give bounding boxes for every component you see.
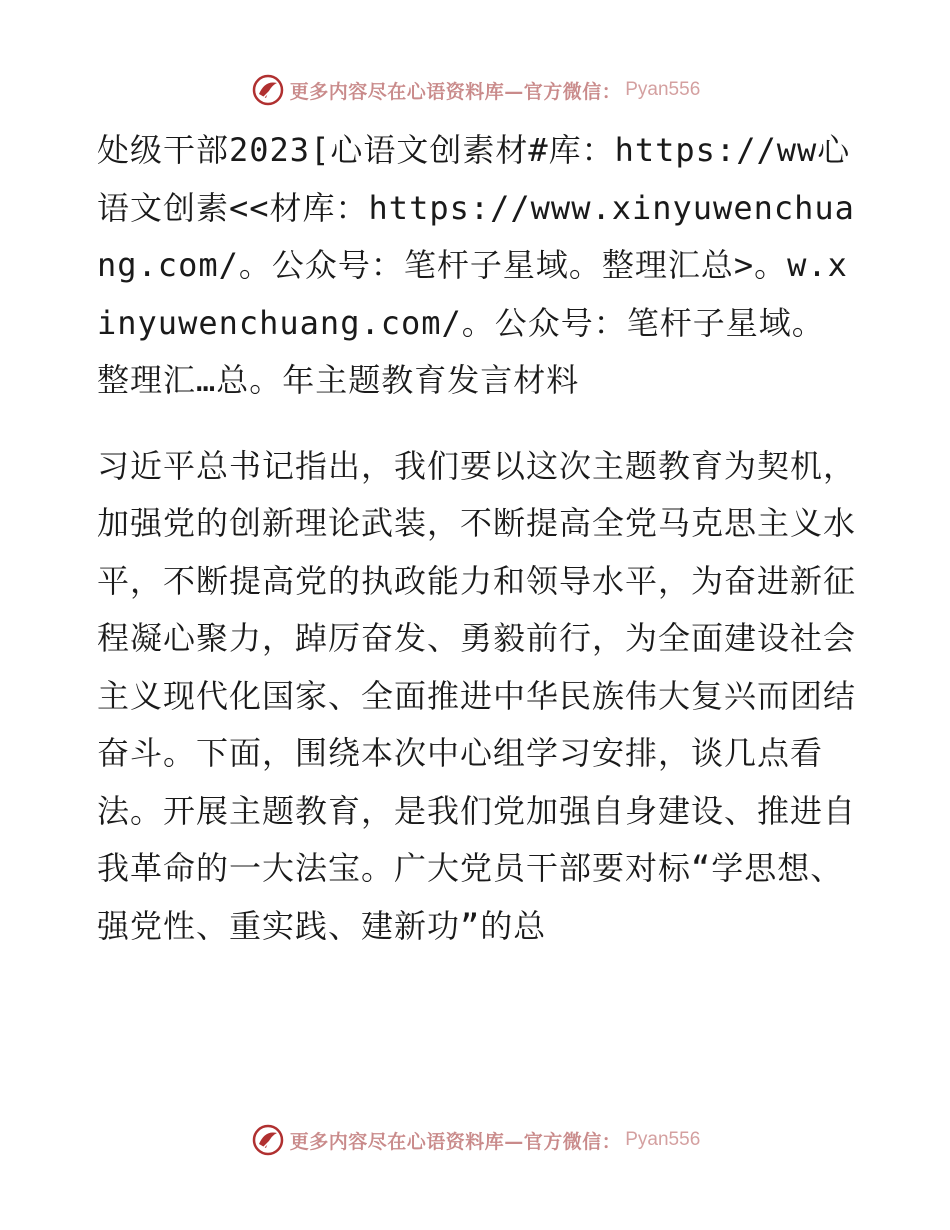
- body-paragraph: 习近平总书记指出，我们要以这次主题教育为契机，加强党的创新理论武装，不断提高全党马克思主义水平，不断提高党的执政能力和领导水平，为奋进新征程凝心聚力，踔厉奋发、勇毅前行，为全面建设社会主义现代化国家、全面推进中华民族伟大复兴而团结奋斗。下面，围绕本次中心组学习安排，谈几点看法。开展主题教育，是我们党加强自身建设、推进自我革命的一大法宝。广大党员干部要对标“学思想、强党性、重实践、建新功”的总: [97, 446, 857, 945]
- footer-banner-text: 更多内容尽在心语资料库—官方微信：: [289, 1130, 622, 1153]
- footer-watermark-banner: [0, 1120, 950, 1160]
- document-body: [97, 122, 857, 955]
- title-paragraph: 处级干部2023[心语文创素材#库：https://ww心语文创素<<材库：https://www.xinyuwenchuang.com/。公众号：笔杆子星域。整理汇总>。w.xinyuwenchuang.com/。公众号：笔杆子星域。整理汇…总。年主题教育发言材料: [97, 131, 855, 399]
- header-watermark-banner: [0, 70, 950, 110]
- footer-wechat-id: Pyan556: [625, 1129, 701, 1150]
- header-wechat-id: Pyan556: [625, 79, 701, 100]
- xinyu-logo-icon: [250, 72, 286, 108]
- xinyu-logo-icon: [250, 1122, 286, 1158]
- header-banner-text: 更多内容尽在心语资料库—官方微信：: [289, 80, 622, 103]
